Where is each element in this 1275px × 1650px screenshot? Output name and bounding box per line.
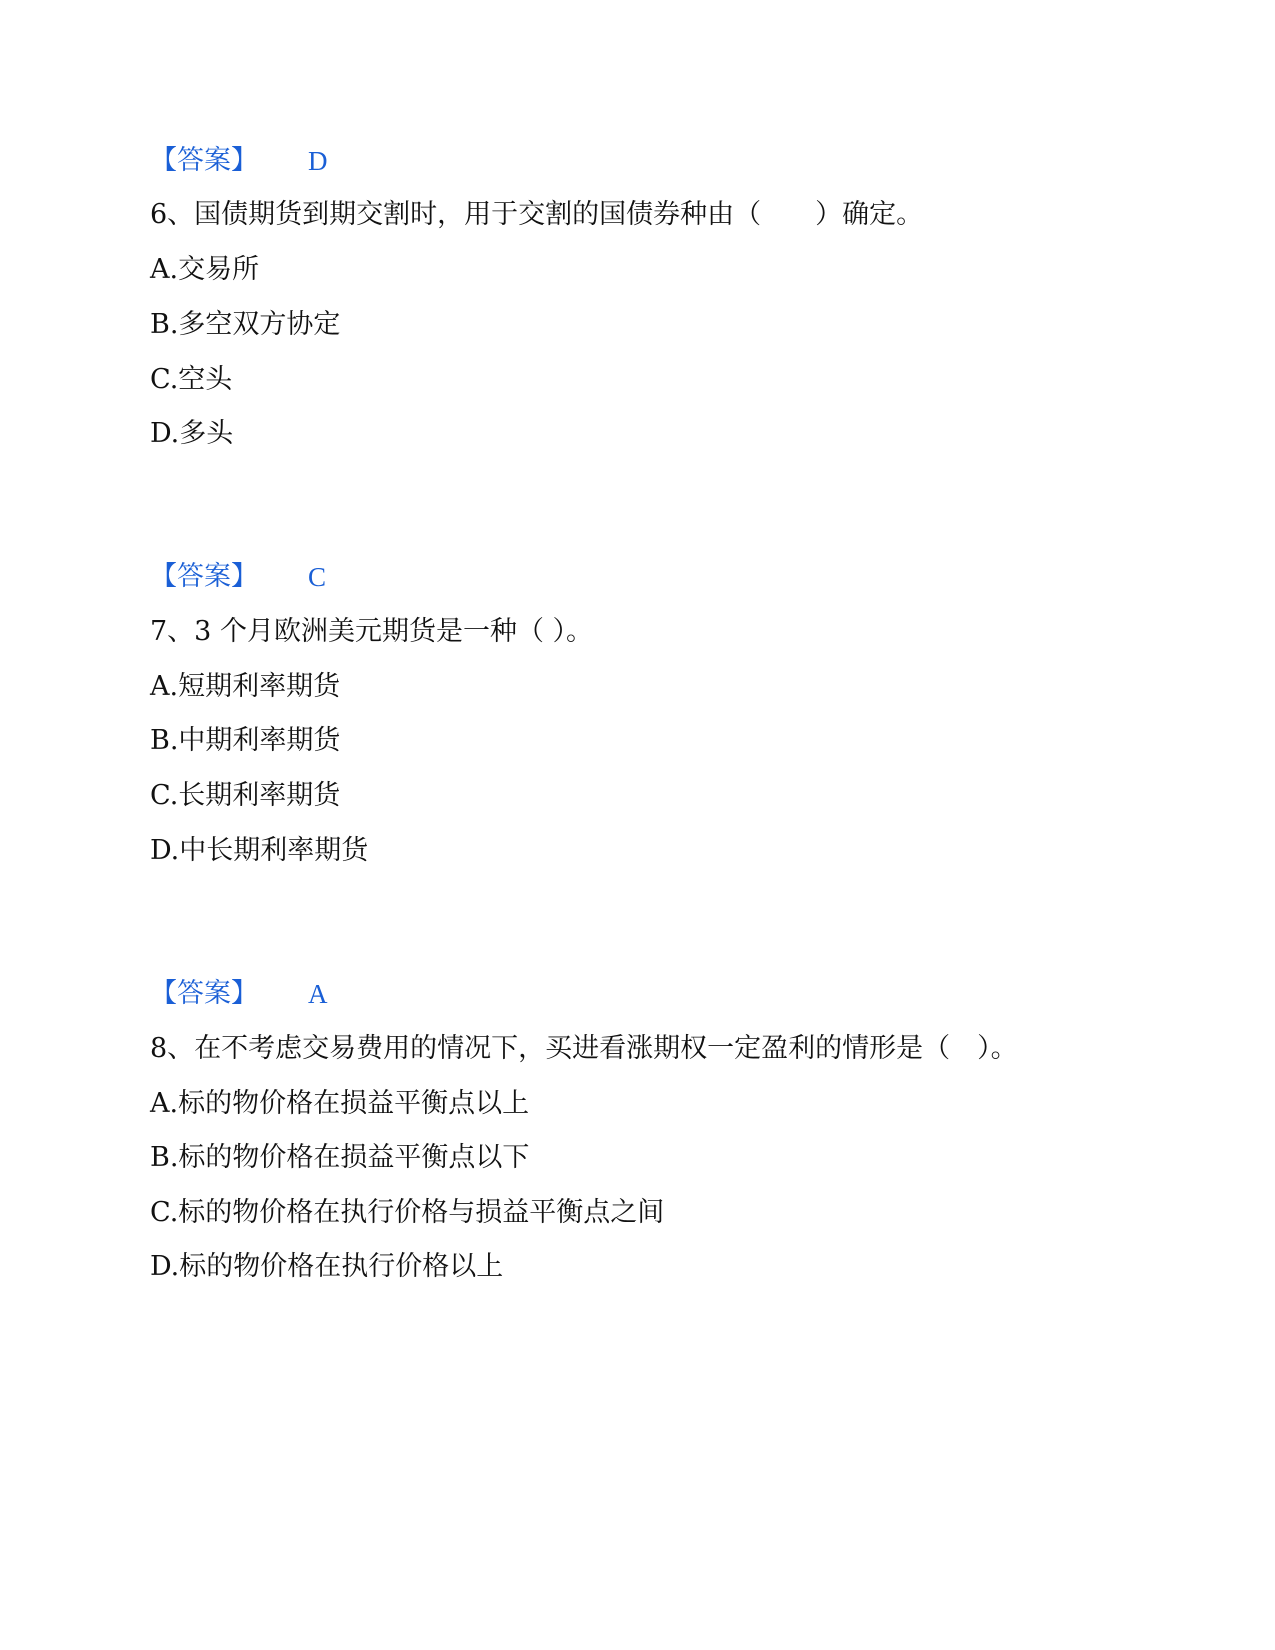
question-6: 6、国债期货到期交割时，用于交割的国债券种由（ ）确定。 — [150, 199, 924, 230]
option-7a: A.短期利率期货 — [150, 671, 341, 702]
answer-value: A — [308, 979, 328, 1009]
answer-label: 【答案】 — [150, 145, 258, 176]
option-7c: C.长期利率期货 — [150, 780, 341, 811]
option-6d: D.多头 — [150, 418, 234, 449]
answer-line-5 — [150, 144, 550, 178]
option-8a: A.标的物价格在损益平衡点以上 — [150, 1088, 530, 1119]
answer-value: C — [308, 562, 327, 592]
answer-label: 【答案】 — [150, 978, 258, 1009]
option-8c: C.标的物价格在执行价格与损益平衡点之间 — [150, 1197, 665, 1228]
option-7b: B.中期利率期货 — [150, 725, 341, 756]
option-6c: C.空头 — [150, 364, 233, 395]
answer-value: D — [308, 146, 328, 176]
option-7d: D.中长期利率期货 — [150, 835, 369, 866]
question-7: 7、3 个月欧洲美元期货是一种（ ）。 — [150, 616, 594, 647]
answer-line-7 — [150, 977, 550, 1011]
question-8: 8、在不考虑交易费用的情况下，买进看涨期权一定盈利的情形是（ ）。 — [150, 1033, 1018, 1064]
answer-label: 【答案】 — [150, 561, 258, 592]
option-8d: D.标的物价格在执行价格以上 — [150, 1251, 504, 1282]
option-6a: A.交易所 — [150, 254, 260, 285]
option-6b: B.多空双方协定 — [150, 309, 341, 340]
option-8b: B.标的物价格在损益平衡点以下 — [150, 1142, 530, 1173]
answer-line-6 — [150, 560, 550, 594]
